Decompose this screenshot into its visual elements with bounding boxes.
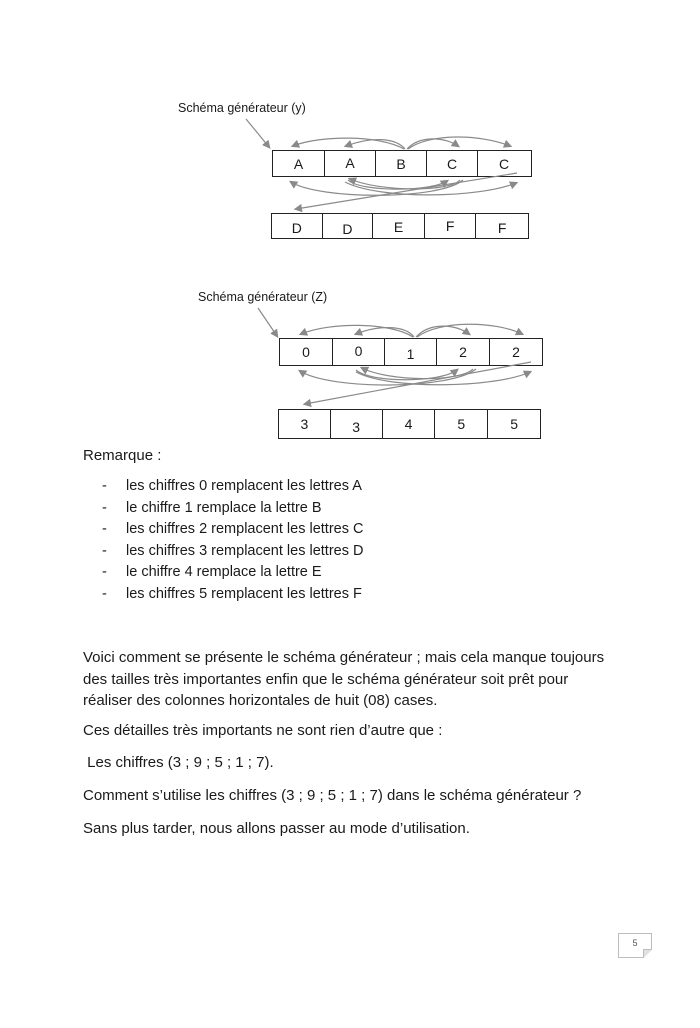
diagram-cell: 4 [383, 410, 436, 438]
bullet-dash: - [102, 542, 107, 559]
list-item-text: les chiffres 5 remplacent les lettres F [126, 585, 362, 602]
list-item [102, 498, 363, 520]
paragraph-line: des tailles très importantes enfin que le schéma générateur soit prêt pour [83, 670, 569, 688]
bullet-dash: - [102, 585, 107, 602]
list-item [102, 541, 363, 563]
diagram-cell: C [498, 155, 510, 172]
diagram-cell: F [497, 219, 507, 236]
diagram-cell: 3 [279, 410, 331, 438]
list-item [102, 584, 363, 606]
diagram-cell: 3 [331, 410, 383, 438]
diagram-cell: A [273, 151, 325, 176]
page-fold-icon [643, 949, 652, 958]
paragraph-numbers: Les chiffres (3 ; 9 ; 5 ; 1 ; 7). [83, 754, 274, 771]
paragraph-transition: Sans plus tarder, nous allons passer au mode d’utilisation. [83, 820, 470, 837]
diagram-cell: 5 [510, 416, 518, 432]
paragraph-details: Ces détailles très importants ne sont rien d’autre que : [83, 722, 443, 739]
diagram-cell: E [373, 214, 425, 238]
page-number-box [618, 933, 652, 958]
diagram-cell: 0 [333, 339, 385, 365]
paragraph-question: Comment s’utilise les chiffres (3 ; 9 ; 5 ; 1 ; 7) dans le schéma générateur ? [83, 787, 582, 804]
diagram-z-bottom-row [278, 409, 541, 439]
diagram-y-bottom-row [271, 213, 529, 239]
diagram-y-top-row [272, 150, 532, 177]
list-item-text: le chiffre 1 remplace la lettre B [126, 499, 322, 516]
list-item [102, 476, 363, 498]
diagram-cell: C [427, 151, 478, 176]
list-item [102, 562, 363, 584]
list-item-text: les chiffres 3 remplacent les lettres D [126, 542, 364, 559]
remark-list [102, 476, 363, 606]
list-item-text: les chiffres 0 remplacent les lettres A [126, 478, 362, 494]
page-number: 5 [632, 938, 638, 948]
diagram-cell: 2 [437, 339, 490, 365]
diagram-z-label: Schéma générateur (Z) [198, 290, 328, 304]
paragraph-line: réaliser des colonnes horizontales de huit (08) cases. [83, 692, 438, 709]
remark-heading: Remarque : [83, 447, 162, 464]
diagram-cell: B [376, 151, 427, 176]
bullet-dash: - [102, 499, 107, 516]
diagram-cell: D [272, 214, 323, 238]
diagram-cell: D [323, 214, 374, 238]
list-item-text: le chiffre 4 remplace la lettre E [126, 564, 322, 581]
bullet-dash: - [102, 564, 107, 581]
diagram-cell: F [425, 214, 477, 238]
diagram-cell: A [325, 151, 376, 176]
paragraph-intro [83, 647, 604, 712]
diagram-cell: 2 [512, 344, 520, 360]
diagram-cell: 0 [280, 339, 333, 365]
paragraph-line: Voici comment se présente le schéma générateur ; mais cela manque toujours [83, 649, 605, 666]
bullet-dash: - [102, 478, 107, 494]
diagram-y-label: Schéma générateur (y) [178, 101, 306, 115]
diagram-cell: 1 [385, 339, 437, 365]
list-item [102, 519, 363, 541]
diagram-cell: 5 [435, 410, 488, 438]
diagram-z-top-row [279, 338, 543, 366]
bullet-dash: - [102, 521, 107, 538]
list-item-text: les chiffres 2 remplacent les lettres C [126, 521, 364, 538]
